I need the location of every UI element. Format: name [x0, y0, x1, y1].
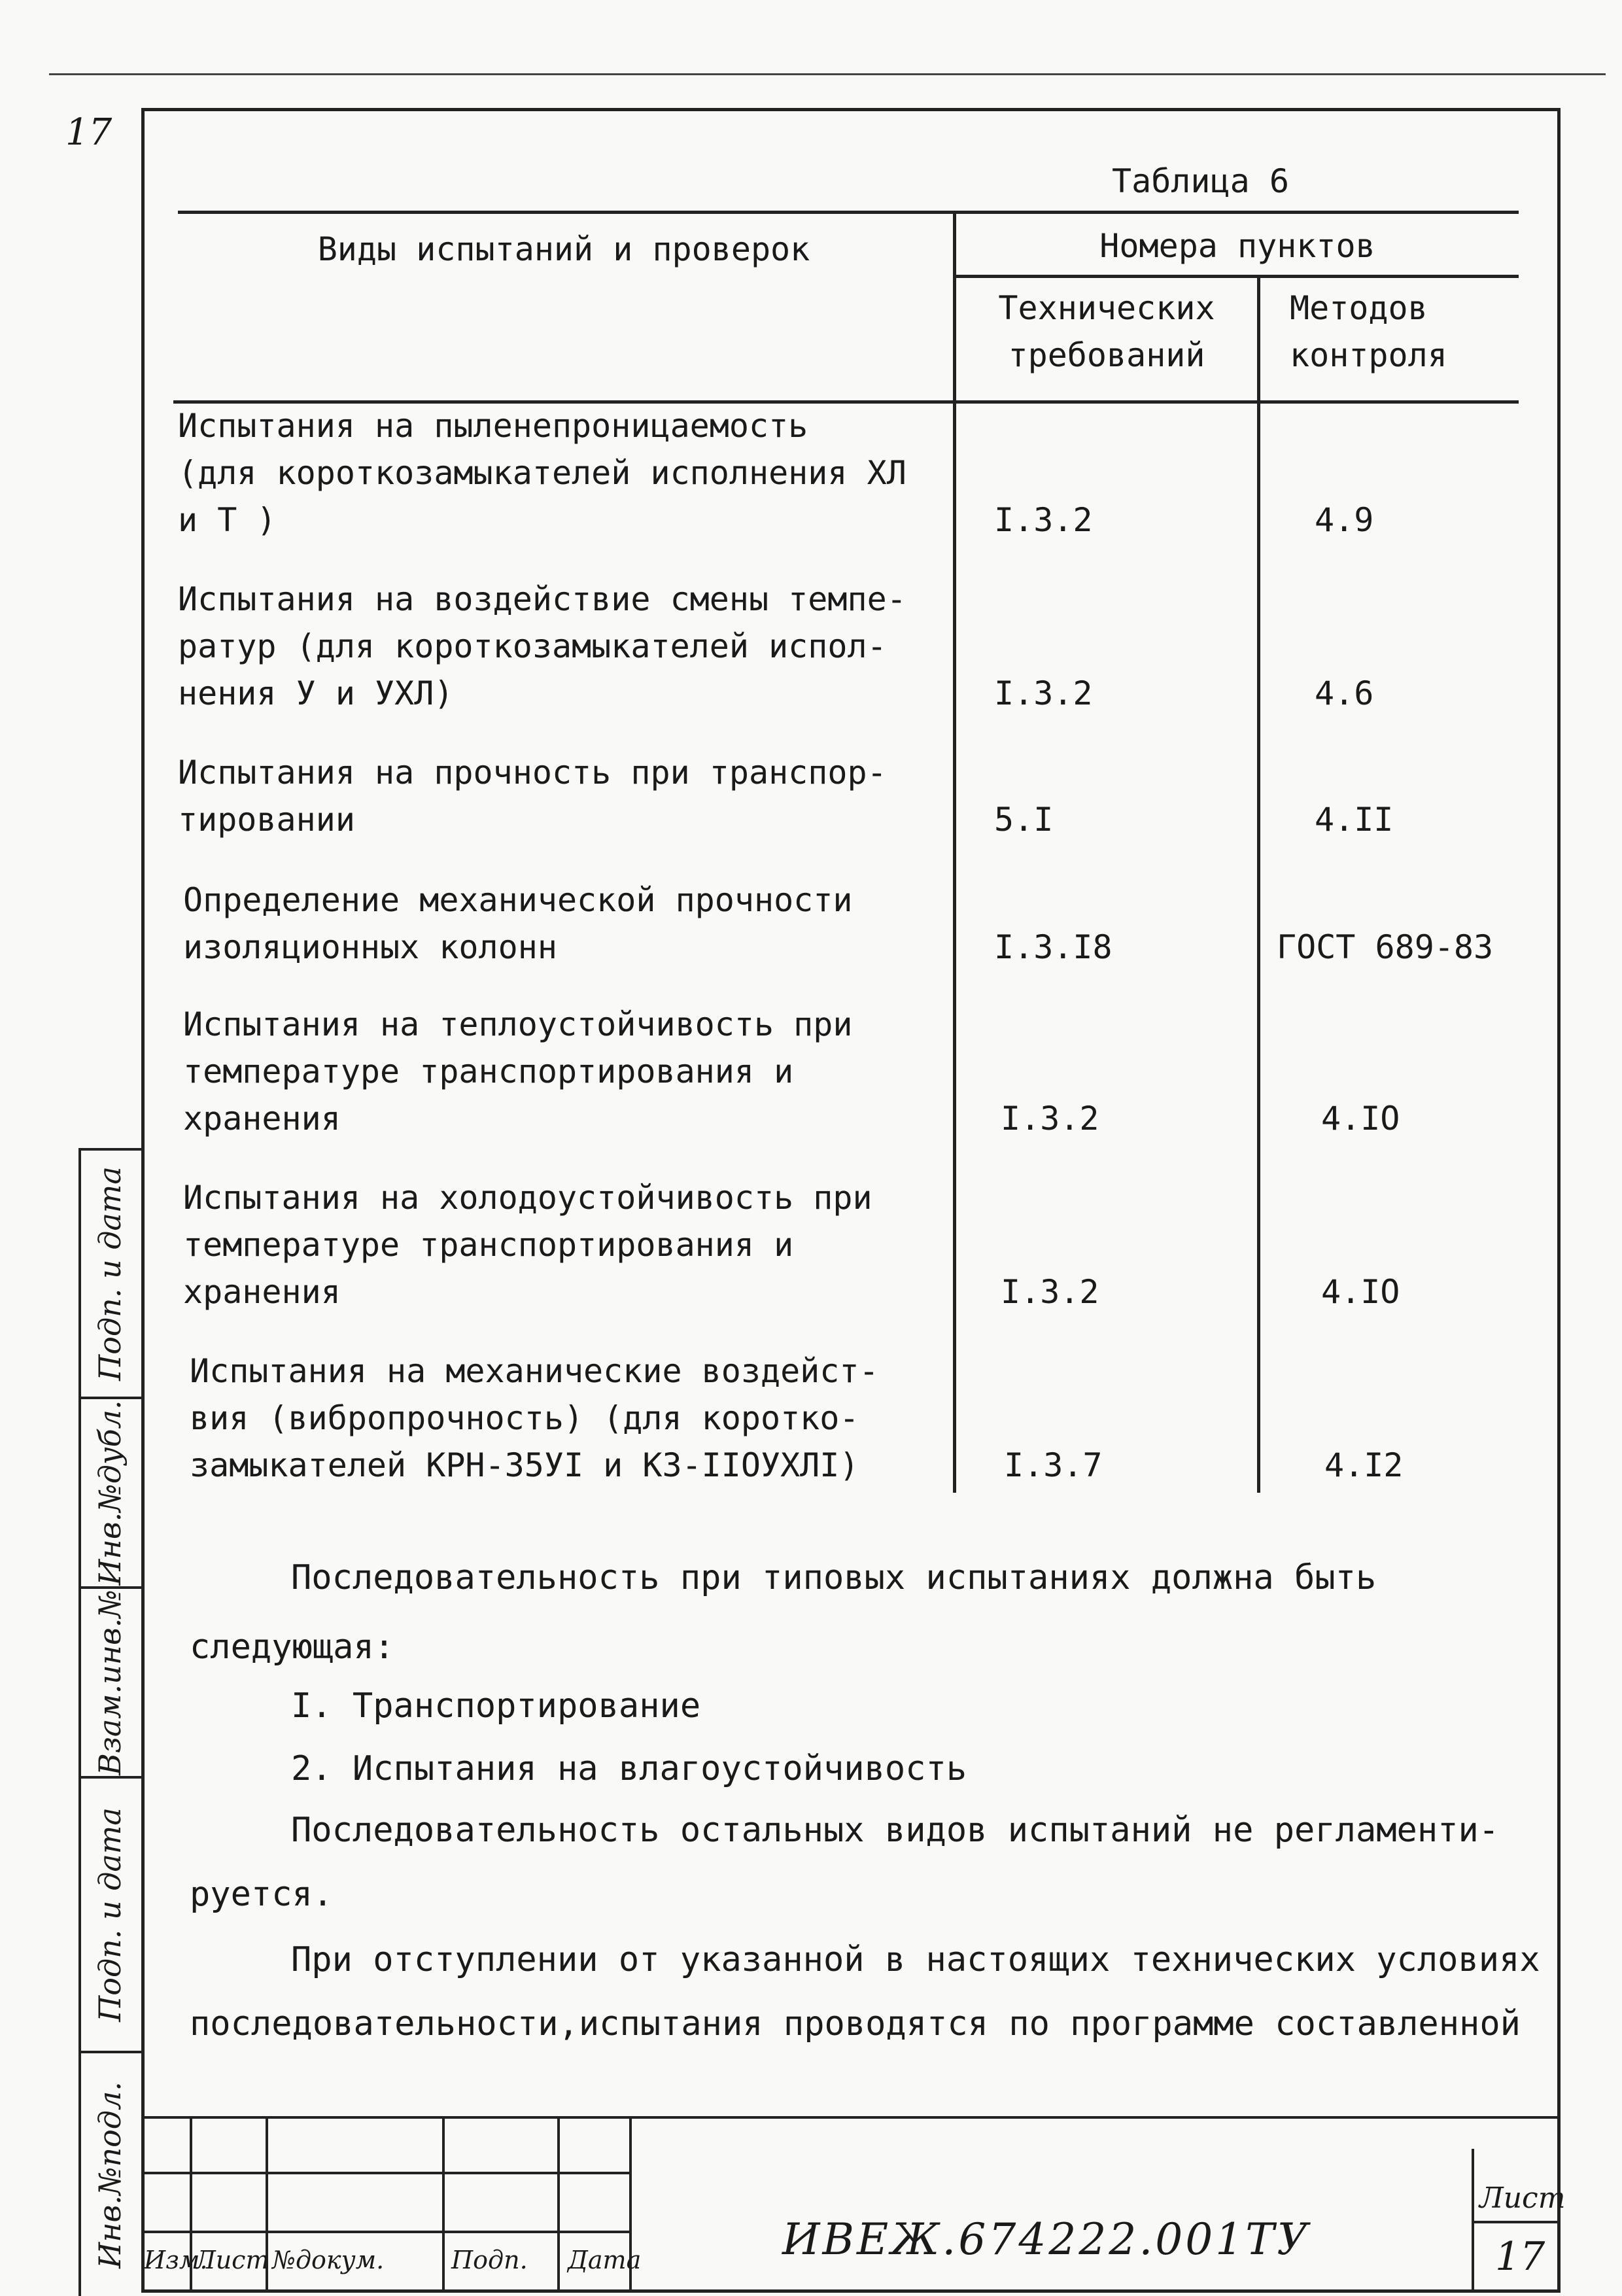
header-control-methods: Методов контроля	[1290, 289, 1447, 374]
row-7-method: 4.I2	[1324, 1446, 1404, 1484]
table-caption: Таблица 6	[1112, 162, 1289, 200]
page-mark: 17	[65, 111, 112, 154]
row-6-name: Испытания на холодоустойчивость при температуре транспортирования и хранения	[183, 1179, 872, 1311]
row-6-method: 4.IO	[1321, 1273, 1400, 1311]
top-rule	[49, 73, 1606, 75]
title-block	[141, 2116, 1566, 2293]
row-2-tech: I.3.2	[994, 674, 1093, 712]
row-1-tech: I.3.2	[994, 501, 1093, 539]
list-item-1: I. Транспортирование	[291, 1686, 701, 1726]
row-2-method: 4.6	[1315, 674, 1374, 712]
tb-label-date: Дата	[568, 2246, 642, 2274]
row-4-method: ГОСТ 689-83	[1277, 928, 1494, 966]
strip-cell-dup-inv: Инв.№дубл.	[78, 1397, 141, 1586]
strip-cell-signature-date-2: Подп. и дата	[78, 1148, 141, 1397]
row-4-name: Определение механической прочности изоляционных колонн	[183, 881, 853, 966]
tb-sheet-number: 17	[1495, 2234, 1545, 2280]
row-5-method: 4.IO	[1321, 1100, 1400, 1138]
header-group-divider	[956, 275, 1519, 278]
tb-label-change: Изм.	[144, 2246, 208, 2274]
tb-label-doc-number: №докум.	[272, 2246, 385, 2274]
row-2-name: Испытания на воздействие смены темпе- ратур (для короткозамыкателей испол- нения У и УХЛ)	[178, 580, 906, 712]
row-5-name: Испытания на теплоустойчивость при температуре транспортирования и хранения	[183, 1005, 853, 1138]
header-tech-req: Технических требований	[998, 289, 1215, 374]
row-6-tech: I.3.2	[1001, 1273, 1099, 1311]
col-divider-2	[1257, 275, 1260, 1493]
margin-strip	[78, 1148, 141, 2296]
row-7-tech: I.3.7	[1004, 1446, 1103, 1484]
paragraph-3-line-1: При отступлении от указанной в настоящих технических условиях	[291, 1940, 1540, 1979]
tb-sheet-divider	[1472, 2221, 1561, 2223]
document-number: ИВЕЖ.674222.001ТУ	[782, 2214, 1311, 2265]
tb-col-4	[557, 2116, 560, 2293]
row-4-tech: I.3.I8	[994, 928, 1113, 966]
paragraph-3-line-2: последовательности,испытания проводятся по программе составленной	[190, 2004, 1521, 2044]
paragraph-1-line-1: Последовательность при типовых испытаниях должна быть	[291, 1558, 1377, 1597]
tb-col-3	[442, 2116, 445, 2293]
row-7-name: Испытания на механические воздейст- вия (вибропрочность) (для коротко- замыкателей КРН-35УI и КЗ-IIОУХЛI)	[190, 1352, 879, 1484]
list-item-2: 2. Испытания на влагоустойчивость	[291, 1749, 967, 1788]
tb-sheet-label: Лист	[1479, 2182, 1566, 2215]
row-5-tech: I.3.2	[1001, 1100, 1099, 1138]
tb-label-sheet: Лист	[195, 2246, 269, 2274]
header-item-numbers: Номера пунктов	[1099, 227, 1375, 265]
col-divider-1	[953, 211, 956, 1493]
table-top-border	[178, 211, 1519, 214]
paragraph-2-line-2: руется.	[190, 1875, 334, 1914]
tb-label-signature: Подп.	[451, 2246, 528, 2274]
row-3-method: 4.II	[1315, 801, 1394, 839]
paragraph-1-line-2: следующая:	[190, 1627, 395, 1667]
row-1-method: 4.9	[1315, 501, 1374, 539]
row-3-tech: 5.I	[994, 801, 1054, 839]
row-3-name: Испытания на прочность при транспор- тировании	[178, 754, 887, 839]
strip-cell-orig-inv: Инв.№подл.	[78, 2051, 141, 2296]
tb-top-line	[141, 2116, 1561, 2119]
row-1-name: Испытания на пыленепроницаемость (для короткозамыкателей исполнения ХЛ и Т )	[178, 407, 906, 539]
paragraph-2-line-1: Последовательность остальных видов испытаний не регламенти-	[291, 1811, 1500, 1850]
header-test-types: Виды испытаний и проверок	[317, 230, 810, 268]
strip-cell-replace-inv: Взам.инв.№	[78, 1586, 141, 1776]
strip-cell-signature-date-1: Подп. и дата	[78, 1776, 141, 2051]
